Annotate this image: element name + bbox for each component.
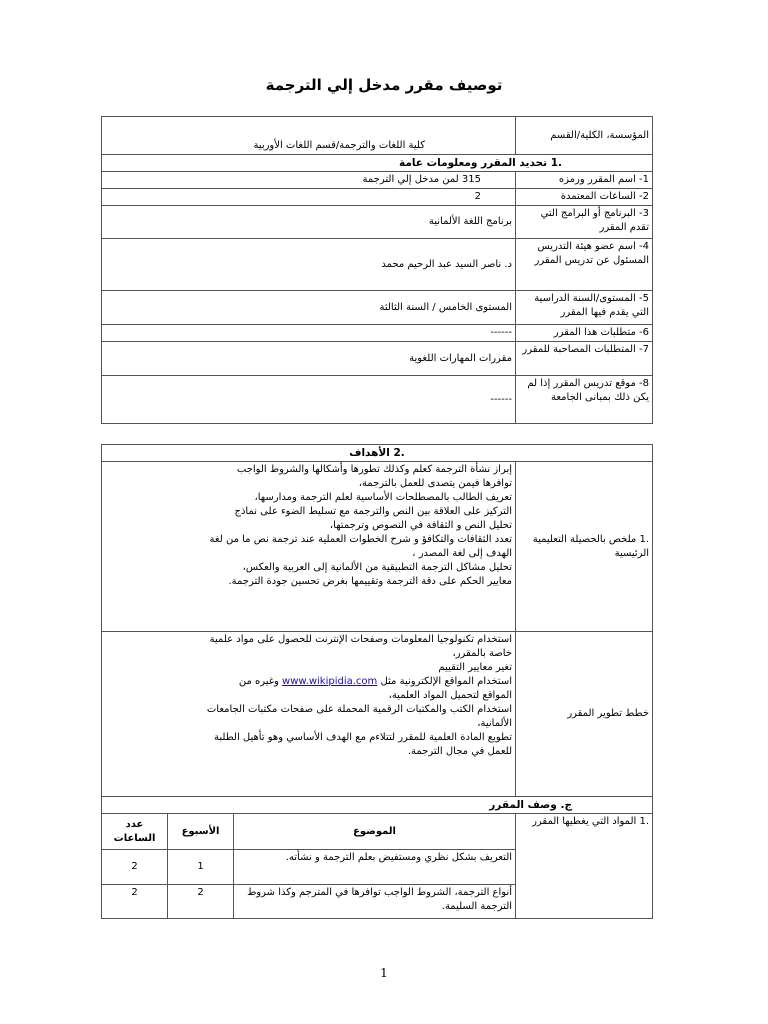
- row-value-level: المستوى الخامس / السنة الثالثة: [102, 291, 516, 325]
- row-label-level: 5- المستوى/السنة الدراسية التي يقدم فيها المقرر: [516, 291, 653, 325]
- row-value-program: برنامج اللغة الألمانية: [102, 206, 516, 239]
- row-value-corequisites: مقررات المهارات اللغوية: [102, 342, 516, 376]
- row-value-instructor: د. ناصر السيد عبد الرحيم محمد: [102, 239, 516, 291]
- institution-value: كلية اللغات والترجمة/قسم اللغات الأوربية: [102, 117, 516, 155]
- outcome-item: تعدد الثقافات والتكافؤ و شرح الخطوات العملية عند ترجمة نص ما من لغة: [209, 534, 513, 545]
- section1-title: .1 تحديد المقرر ومعلومات عامة: [102, 155, 653, 172]
- row-label-instructor: 4- اسم عضو هيئة التدريس المسئول عن تدريس المقرر: [516, 239, 653, 291]
- plan-item: استخدام الكتب والمكتبات الرقمية المحملة على صفحات مكتبات الجامعات: [206, 704, 513, 715]
- outcome-item: تحليل النص و الثقافة في النصوص وترجمتها،: [329, 520, 513, 531]
- row-value-course-name: 315 لمن مدخل إلي الترجمة: [102, 172, 516, 189]
- plan-item: خاصة بالمقرر،: [452, 648, 513, 659]
- plans-list: [102, 632, 516, 797]
- outcome-item: تعريف الطالب بالمصطلحات الأساسية لعلم الترجمة ومدارسها،: [254, 492, 513, 503]
- row-value-location: ------: [102, 376, 516, 424]
- topics-label: .1 المواد التي يغطيها المقرر: [516, 814, 653, 919]
- general-info-table: [101, 116, 653, 424]
- plan-item: للعمل في مجال الترجمة.: [407, 746, 513, 757]
- plan-item: تغير معايير التقييم: [438, 662, 513, 673]
- week-cell: 1: [168, 850, 234, 885]
- hours-cell: 2: [102, 885, 168, 919]
- outcomes-list: [102, 462, 516, 632]
- outcomes-label: .1 ملخص بالحصيلة التعليمية الرئيسية: [516, 462, 653, 632]
- document-title: توصيف مقرر مدخل إلي الترجمة: [265, 76, 503, 94]
- plan-text: استخدام المواقع الإلكترونية مثل: [380, 676, 513, 687]
- outcome-item: معايير الحكم على دقة الترجمة وتقييمها بغرض تحسين جودة الترجمة.: [228, 576, 513, 587]
- plan-item: المواقع لتحميل المواد العلمية،: [388, 690, 513, 701]
- outcome-item: توافرها فيمن يتصدى للعمل بالترجمة،: [358, 478, 513, 489]
- header-hours: عدد الساعات: [102, 814, 168, 850]
- row-label-course-name: 1- اسم المقرر ورمزه: [516, 172, 653, 189]
- outcome-item: تحليل مشاكل الترجمة التطبيقية من الألمانية إلى العربية والعكس،: [242, 562, 513, 573]
- row-label-corequisites: 7- المتطلبات المصاحبة للمقرر: [516, 342, 653, 376]
- header-week: الأسبوع: [168, 814, 234, 850]
- topic-cell: التعريف بشكل نظري ومستفيض بعلم الترجمة و نشأته.: [234, 850, 516, 885]
- outcome-item: إبراز نشأة الترجمة كعلم وكذلك تطورها وأشكالها والشروط الواجب: [236, 464, 513, 475]
- row-label-credit-hours: 2- الساعات المعتمدة: [516, 189, 653, 206]
- plan-text: وغيره من: [238, 676, 279, 687]
- section2-title: .2 الأهداف: [102, 445, 653, 462]
- plans-label: خطط تطوير المقرر: [516, 632, 653, 797]
- plan-item: [105, 675, 512, 689]
- row-label-location: 8- موقع تدريس المقرر إذا لم يكن ذلك بمبانى الجامعة: [516, 376, 653, 424]
- topic-cell: أنواع الترجمة، الشروط الواجب توافرها في المترجم وكذا شروط الترجمة السليمة.: [234, 885, 516, 919]
- header-topic: الموضوع: [234, 814, 516, 850]
- hours-cell: 2: [102, 850, 168, 885]
- page-number: 1: [380, 966, 388, 980]
- plan-item: الألمانية،: [477, 718, 513, 729]
- row-value-prerequisites: ------: [102, 325, 516, 342]
- wikipedia-link[interactable]: www.wikipidia.com: [282, 676, 378, 687]
- plan-item: استخدام تكنولوجيا المعلومات وصفحات الإنترنت للحصول على مواد علمية: [209, 634, 513, 645]
- plan-item: تطويع المادة العلمية للمقرر لتتلاءم مع الهدف الأساسي وهو تأهيل الطلبة: [214, 732, 513, 743]
- row-label-prerequisites: 6- متطلبات هذا المقرر: [516, 325, 653, 342]
- objectives-table: [101, 444, 653, 919]
- row-label-program: 3- البرنامج أو البرامج التي تقدم المقرر: [516, 206, 653, 239]
- row-value-credit-hours: 2: [102, 189, 516, 206]
- outcome-item: التركيز على العلاقة بين النص والترجمة مع تسليط الضوء على نماذج: [234, 506, 513, 517]
- section3-title: ج. وصف المقرر: [102, 797, 653, 814]
- outcome-item: الهدف إلى لغة المصدر ،: [412, 548, 513, 559]
- institution-label: المؤسسة، الكلية/القسم: [516, 117, 653, 155]
- week-cell: 2: [168, 885, 234, 919]
